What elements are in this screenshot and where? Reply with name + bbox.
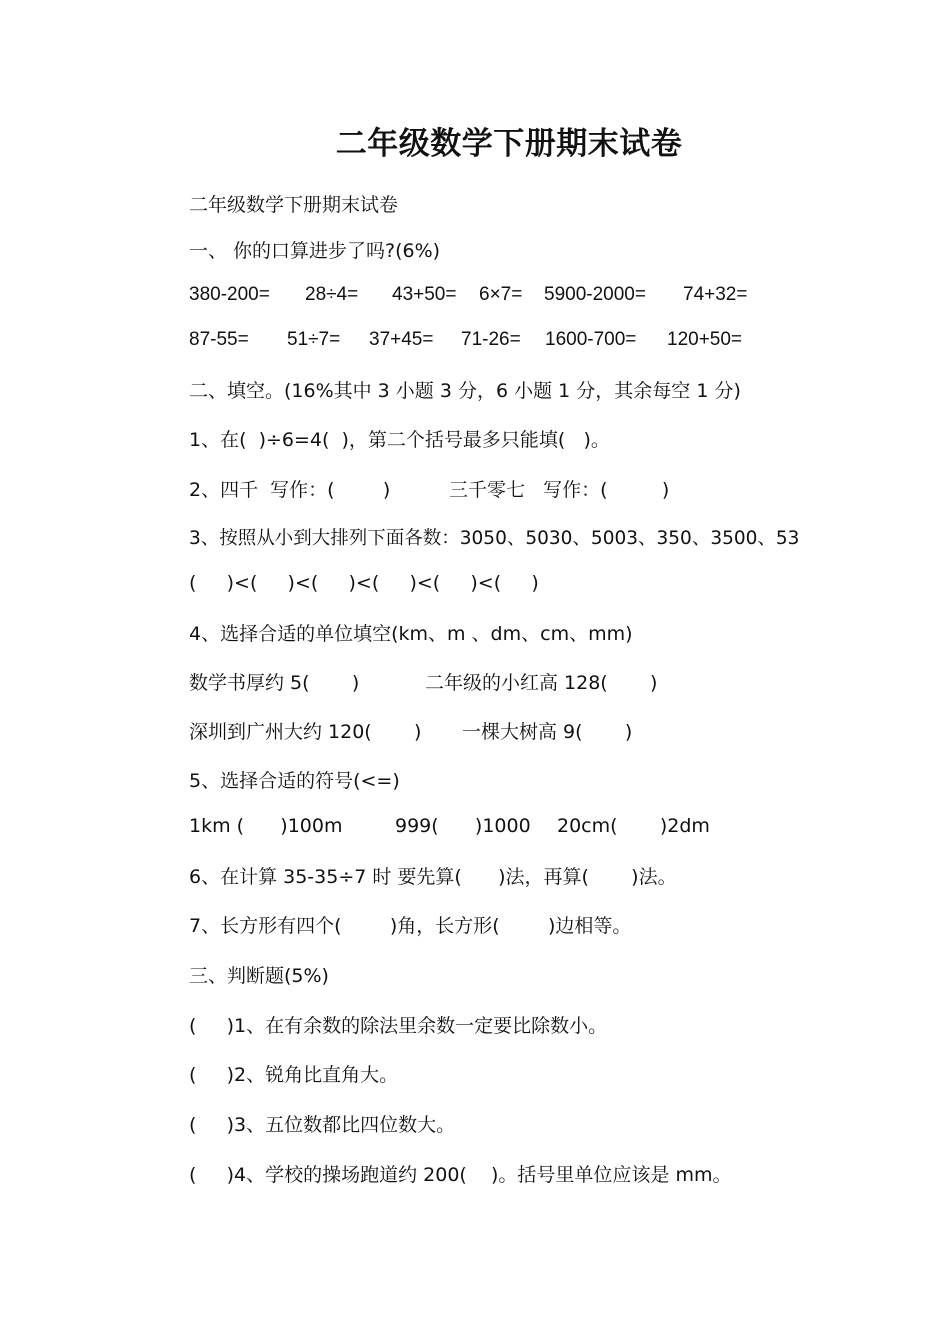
- question-5: 5、选择合适的符号(<=): [189, 770, 400, 792]
- calc-item: 37+45=: [369, 329, 434, 350]
- question-2: [189, 475, 809, 501]
- calc-item: 6×7=: [479, 284, 523, 305]
- question-part: 2、四千 写作：( ): [189, 479, 391, 501]
- question-part: 二年级的小红高 128( ): [425, 672, 658, 694]
- question-6: 6、在计算 35-35÷7 时 要先算( )法，再算( )法。: [189, 866, 677, 888]
- calc-row-2: [189, 329, 809, 353]
- section1-heading: 一、 你的口算进步了吗?(6%): [189, 240, 441, 262]
- question-3: 3、按照从小到大排列下面各数：3050、5030、5003、350、3500、53: [189, 528, 800, 549]
- calc-item: 120+50=: [667, 329, 743, 350]
- judge-item: ( )3、五位数都比四位数大。: [189, 1114, 456, 1136]
- calc-item: 71-26=: [461, 329, 521, 350]
- calc-item: 1600-700=: [545, 329, 637, 350]
- calc-item: 74+32=: [683, 284, 748, 305]
- section3-heading: 三、判断题(5%): [189, 965, 329, 987]
- question-4-row-a: [189, 668, 809, 694]
- question-1: 1、在( )÷6=4( )，第二个括号最多只能填( )。: [189, 429, 610, 451]
- question-part: 一棵大树高 9( ): [462, 721, 633, 743]
- judge-item: ( )2、锐角比直角大。: [189, 1064, 399, 1086]
- question-3-blanks: ( )<( )<( )<( )<( )<( ): [189, 572, 539, 594]
- judge-item: ( )4、学校的操场跑道约 200( )。括号里单位应该是 mm。: [189, 1164, 732, 1186]
- calc-row-1: [189, 284, 809, 308]
- question-part: 深圳到广州大约 120( ): [189, 721, 422, 743]
- question-part: 三千零七 写作：( ): [449, 479, 670, 501]
- calc-item: 28÷4=: [305, 284, 359, 305]
- calc-item: 5900-2000=: [544, 284, 646, 305]
- subtitle: 二年级数学下册期末试卷: [189, 194, 399, 216]
- question-part: 999( )1000: [395, 815, 531, 837]
- calc-item: 43+50=: [392, 284, 457, 305]
- calc-item: 51÷7=: [287, 329, 341, 350]
- question-5-items: [189, 815, 809, 841]
- question-part: 1km ( )100m: [189, 815, 343, 837]
- question-7: 7、长方形有四个( )角，长方形( )边相等。: [189, 915, 632, 937]
- page-title: 二年级数学下册期末试卷: [335, 126, 683, 162]
- judge-item: ( )1、在有余数的除法里余数一定要比除数小。: [189, 1015, 608, 1037]
- calc-item: 87-55=: [189, 329, 249, 350]
- question-4-row-b: [189, 717, 809, 743]
- question-part: 数学书厚约 5( ): [189, 672, 360, 694]
- calc-item: 380-200=: [189, 284, 270, 305]
- question-4: 4、选择合适的单位填空(km、m 、dm、cm、mm): [189, 623, 633, 645]
- section2-heading: 二、填空。(16%其中 3 小题 3 分，6 小题 1 分，其余每空 1 分): [189, 380, 741, 402]
- question-part: 20cm( )2dm: [557, 815, 710, 837]
